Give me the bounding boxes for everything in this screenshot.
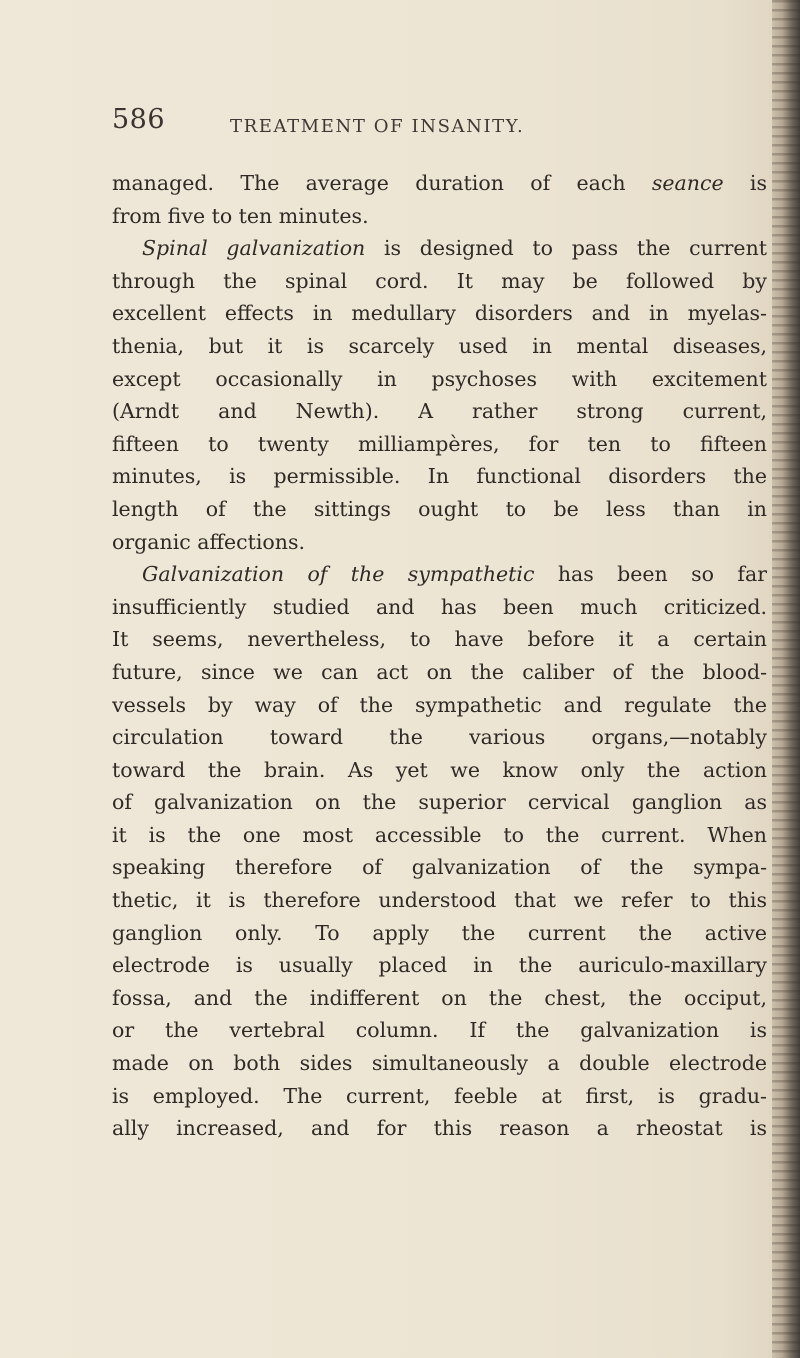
text-line: Spinal galvanization is designed to pass the current	[142, 236, 767, 261]
running-head	[112, 104, 800, 144]
text-line: it is the one most accessible to the current. When	[112, 822, 767, 847]
text-line: (Arndt and Newth). A rather strong current,	[112, 399, 767, 424]
text-line: thenia, but it is scarcely used in mental diseases,	[112, 333, 767, 358]
text-line: speaking therefore of galvanization of the sympa-	[112, 855, 767, 880]
text-line: or the vertebral column. If the galvanization is	[112, 1018, 767, 1043]
text-line: from five to ten minutes.	[112, 203, 369, 228]
running-title: TREATMENT OF INSANITY.	[230, 116, 525, 137]
text-line: toward the brain. As yet we know only the action	[112, 757, 767, 782]
text-line: fossa, and the indifferent on the chest, the occiput,	[112, 985, 767, 1010]
text-line: minutes, is permissible. In functional disorders the	[112, 464, 767, 489]
text-line: through the spinal cord. It may be followed by	[112, 268, 767, 293]
text-line: made on both sides simultaneously a double electrode	[112, 1051, 767, 1076]
body-text	[112, 167, 767, 1145]
text-line: future, since we can act on the caliber of the blood-	[112, 659, 767, 684]
text-line: thetic, it is therefore understood that we refer to this	[112, 888, 767, 913]
text-line: length of the sittings ought to be less than in	[112, 496, 767, 521]
text-line: electrode is usually placed in the auriculo-maxillary	[112, 953, 767, 978]
text-line: It seems, nevertheless, to have before it a certain	[112, 627, 767, 652]
text-line: insufficiently studied and has been much criticized.	[112, 594, 767, 619]
text-line: vessels by way of the sympathetic and regulate the	[112, 692, 767, 717]
text-line: Galvanization of the sympathetic has been so far	[142, 562, 767, 587]
text-line: of galvanization on the superior cervical ganglion as	[112, 790, 767, 815]
text-line: organic affections.	[112, 529, 306, 554]
text-line: circulation toward the various organs,—notably	[112, 725, 767, 750]
text-line: ganglion only. To apply the current the active	[112, 920, 767, 945]
text-line: fifteen to twenty milliampères, for ten to fifteen	[112, 431, 767, 456]
text-line: managed. The average duration of each seance is	[112, 171, 767, 195]
text-line: except occasionally in psychoses with excitement	[112, 366, 767, 391]
page-binding-edge	[772, 0, 800, 1358]
page-number: 586	[112, 104, 166, 135]
text-line: is employed. The current, feeble at first, is gradu-	[112, 1083, 767, 1108]
text-line: excellent effects in medullary disorders and in myelas-	[112, 301, 767, 326]
text-line: ally increased, and for this reason a rheostat is	[112, 1116, 767, 1141]
